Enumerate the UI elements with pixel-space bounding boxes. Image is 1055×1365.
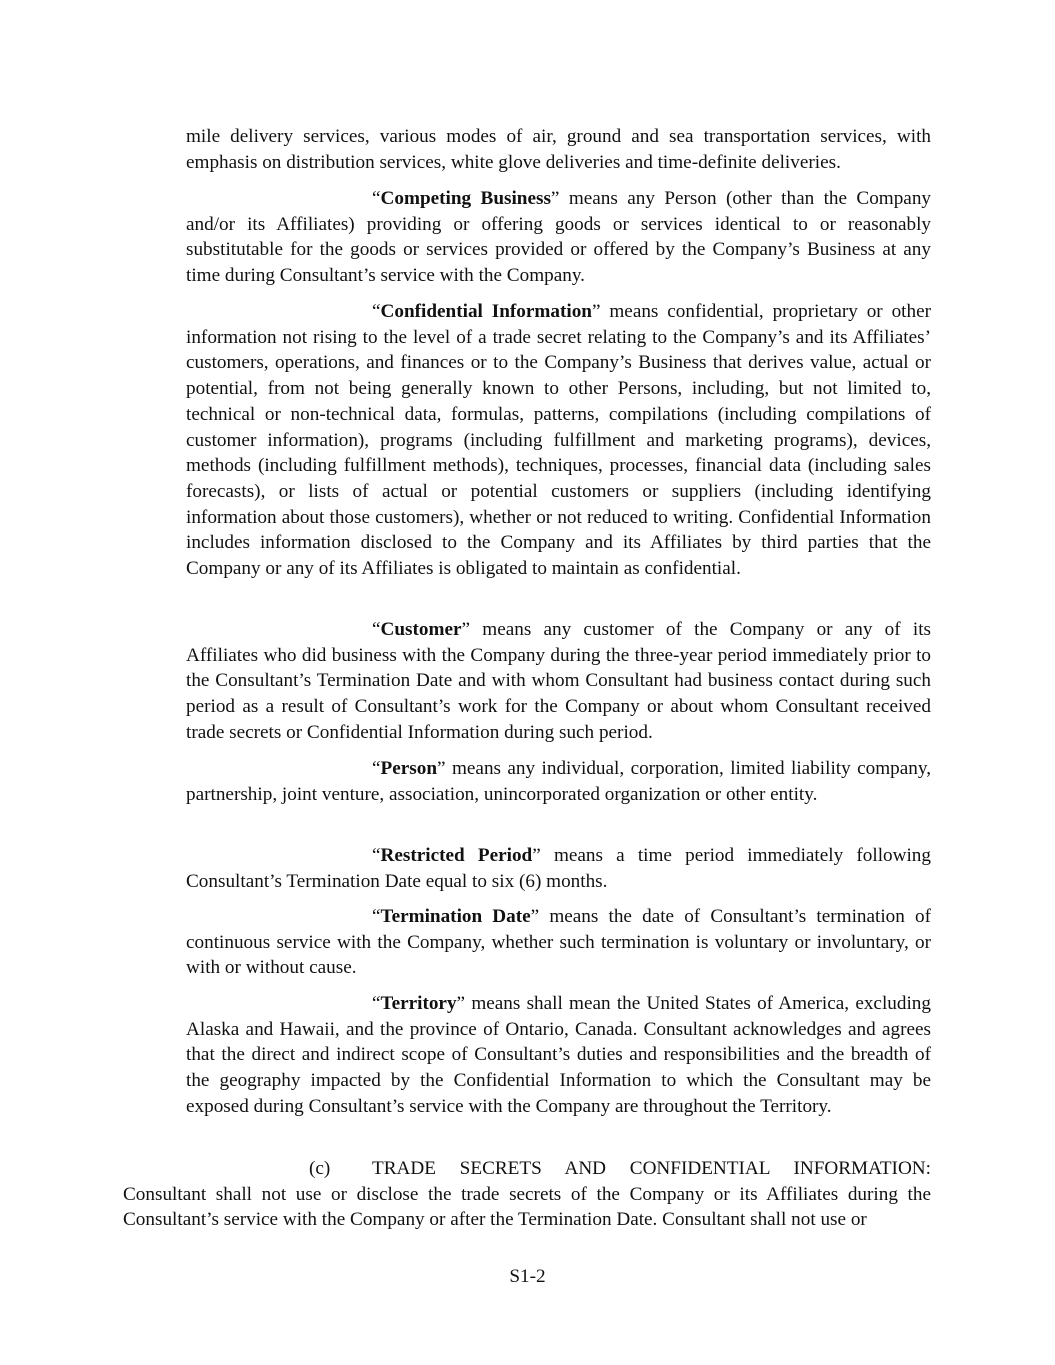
definition-text: means any Person (other than the Company and/or its Affiliates) providing or offering goods or services identical to or reasonably substitutable for the goods or services provided or offered by the Company’s Business at any time during Consultant’s service with the Company. [186,188,932,287]
close-quote: ” [550,188,560,209]
open-quote: “ [372,845,381,866]
open-quote: “ [372,906,381,927]
open-quote: “ [372,301,381,322]
definition-text: means confidential, proprietary or other information not rising to the level of a trade secret relating to the Company’s and its Affiliates’ customers, operations, and finances or to the Company’s Business that derives value, actual or potential, from not being generally known to other Persons, including, but not limited to, technical or non-technical data, formulas, patterns, compilations (including compilations of customer information), programs (including fulfillment and marketing programs), devices, methods (including fulfillment methods), techniques, processes, financial data (including sales forecasts), or lists of actual or potential customers or suppliers (including identifying information about those customers), whether or not reduced to writing. Confidential Information includes information disclosed to the Company and its Affiliates by third parties that the Company or any of its Affiliates is obligated to maintain as confidential. [186,301,931,580]
open-quote: “ [372,758,381,779]
definition-customer [186,617,931,746]
defined-term: Restricted Period [380,845,533,866]
defined-term: Confidential Information [380,301,592,322]
close-quote: ” [530,906,540,927]
open-quote: “ [372,188,381,209]
defined-term: Customer [380,619,462,640]
close-quote: ” [532,845,541,866]
definition-text: means a time period immediately following Consultant’s Termination Date equal to six (6) months. [186,845,931,892]
defined-term: Person [380,758,438,779]
definition-person [186,756,931,807]
open-quote: “ [372,619,381,640]
section-number: (c) [309,1158,331,1179]
section-c-paragraph [123,1156,931,1233]
continuation-paragraph [186,124,931,175]
defined-term: Termination Date [380,906,531,927]
definition-termination-date [186,904,931,981]
definition-territory [186,991,931,1120]
page-number: S1-2 [509,1266,546,1287]
close-quote: ” [591,301,601,322]
close-quote: ” [437,758,446,779]
section-heading: TRADE SECRETS AND CONFIDENTIAL INFORMATION: [372,1158,931,1179]
section-text: Consultant shall not use or disclose the trade secrets of the Company or its Affiliates during the Consultant’s service with the Company or after the Termination Date. Consultant shall not use or [123,1183,931,1231]
definition-competing-business [186,186,931,289]
definition-text: means the date of Consultant’s termination of continuous service with the Company, whether such termination is voluntary or involuntary, or with or without cause. [186,906,931,979]
definition-text: means any individual, corporation, limited liability company, partnership, joint venture, association, unincorporated organization or other entity. [186,758,931,805]
defined-term: Territory [380,993,457,1014]
open-quote: “ [372,993,381,1014]
definition-text: means any customer of the Company or any of its Affiliates who did business with the Company during the three-year period immediately prior to the Consultant’s Termination Date and with whom Consultant had business contact during such period as a result of Consultant’s work for the Company or about whom Consultant received trade secrets or Confidential Information during such period. [186,619,931,743]
definition-restricted-period [186,843,931,894]
continuation-text: mile delivery services, various modes of air, ground and sea transportation services, with emphasis on distribution services, white glove deliveries and time-definite deliveries. [186,126,931,173]
close-quote: ” [456,993,466,1014]
definition-confidential-information [186,299,931,582]
defined-term: Competing Business [380,188,551,209]
close-quote: ” [461,619,471,640]
definition-text: means shall mean the United States of America, excluding Alaska and Hawaii, and the province of Ontario, Canada. Consultant acknowledges and agrees that the direct and indirect scope of Consultant’s duties and responsibilities and the breadth of the geography impacted by the Confidential Information to which the Consultant may be exposed during Consultant’s service with the Company are throughout the Territory. [186,993,931,1117]
